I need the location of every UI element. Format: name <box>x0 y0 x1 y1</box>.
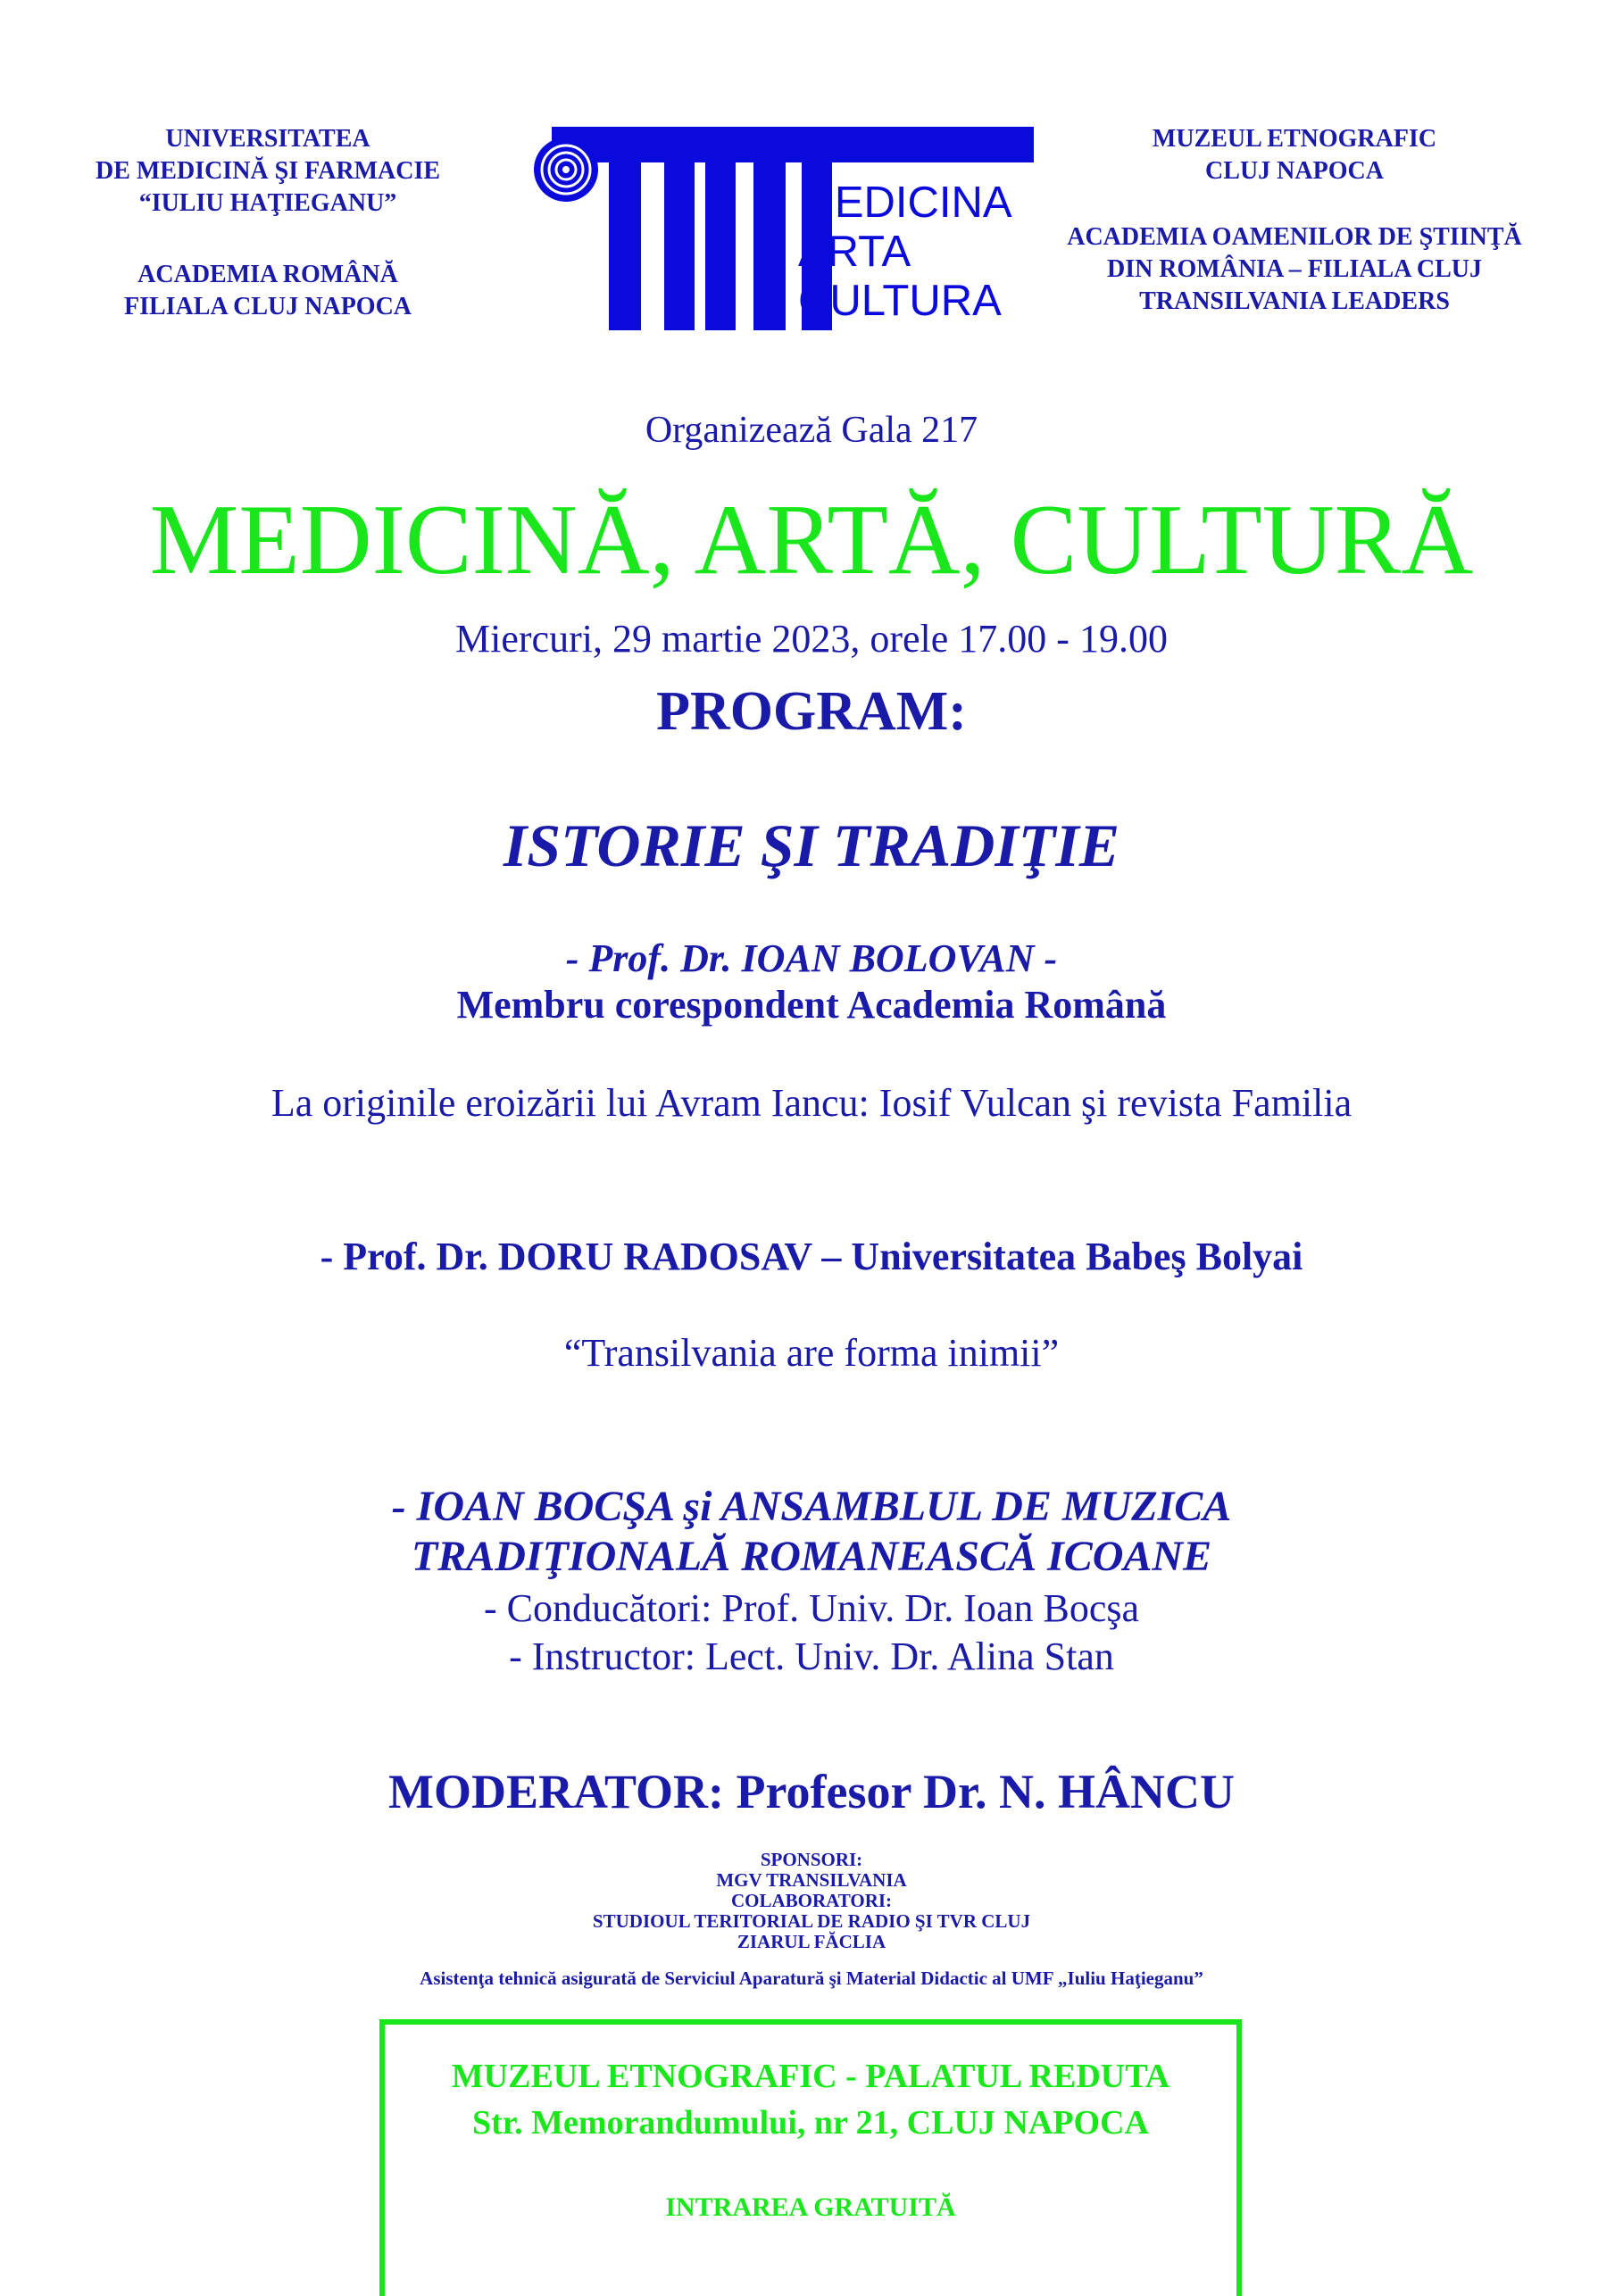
collaborator: ZIARUL FĂCLIA <box>737 1931 886 1952</box>
logo <box>534 123 1034 337</box>
ensemble-lead: - Conducători: Prof. Univ. Dr. Ioan Bocşa <box>483 1586 1139 1630</box>
speaker1-name: - Prof. Dr. IOAN BOLOVAN - <box>565 936 1058 980</box>
header-left-line: FILIALA CLUJ NAPOCA <box>123 293 412 320</box>
header-right-line: ACADEMIA OAMENILOR DE ŞTIINŢĂ <box>1067 223 1522 251</box>
header-left-top <box>36 123 500 220</box>
header-left-bottom <box>36 259 500 323</box>
program-label: PROGRAM: <box>656 681 967 742</box>
speaker2-name: - Prof. Dr. DORU RADOSAV – Universitatea Babeş Bolyai <box>320 1235 1303 1278</box>
logo-spiral-core <box>562 166 570 173</box>
header-right-bottom <box>1018 221 1571 318</box>
speaker1-role: Membru corespondent Academia Română <box>456 983 1167 1027</box>
venue-entry: INTRAREA GRATUITĂ <box>665 2192 956 2222</box>
collaborators-label: COLABORATORI: <box>730 1890 893 1911</box>
logo-text-line: MEDICINA <box>798 179 1012 227</box>
venue-box <box>379 2019 1242 2296</box>
event-title: MEDICINĂ, ARTĂ, CULTURĂ <box>149 485 1474 595</box>
organizes-text: Organizează Gala 217 <box>645 410 978 451</box>
speaker2-talk: “Transilvania are forma inimii” <box>563 1331 1060 1375</box>
logo-column <box>664 162 695 330</box>
logo-column <box>609 162 641 330</box>
ensemble-line1: - IOAN BOCŞA şi ANSAMBLUL DE MUZICA <box>391 1483 1232 1530</box>
logo-text-line: CULTURA <box>798 277 1002 325</box>
sponsors-label: SPONSORI: <box>760 1849 863 1870</box>
logo-column <box>753 162 786 330</box>
credits <box>0 1850 1623 1952</box>
header-right-line: MUZEUL ETNOGRAFIC <box>1152 125 1437 153</box>
event-date: Miercuri, 29 martie 2023, orele 17.00 - 19.00 <box>455 617 1168 661</box>
technical-credit: Asistenţa tehnică asigurată de Serviciul Aparatură şi Material Didactic al UMF „Iuliu Haţieganu” <box>420 1967 1203 1989</box>
header-right-line: DIN ROMÂNIA – FILIALA CLUJ <box>1106 255 1483 283</box>
collaborator: STUDIOUL TERITORIAL DE RADIO ŞI TVR CLUJ <box>592 1910 1031 1932</box>
header-left-line: UNIVERSITATEA <box>165 125 370 153</box>
logo-text-line: ARTA <box>798 228 911 276</box>
ensemble-line2: TRADIŢIONALĂ ROMANEASCĂ ICOANE <box>411 1533 1212 1580</box>
header-left-line: ACADEMIA ROMÂNĂ <box>137 261 398 288</box>
venue-name: MUZEUL ETNOGRAFIC - PALATUL REDUTA <box>451 2058 1170 2095</box>
sponsor: MGV TRANSILVANIA <box>716 1869 907 1891</box>
header-right-line: CLUJ NAPOCA <box>1205 157 1384 185</box>
ensemble-instructor: - Instructor: Lect. Univ. Dr. Alina Stan <box>509 1635 1114 1678</box>
logo-column <box>705 162 736 330</box>
logo-capital-bar <box>552 127 1034 162</box>
speaker1-talk: La originile eroizării lui Avram Iancu: Iosif Vulcan şi revista Familia <box>270 1081 1352 1125</box>
venue-address: Str. Memorandumului, nr 21, CLUJ NAPOCA <box>472 2104 1149 2142</box>
header-right-top <box>1045 123 1544 187</box>
logo-text <box>798 179 1012 326</box>
header-left-line: DE MEDICINĂ ŞI FARMACIE <box>95 157 441 185</box>
theme-title: ISTORIE ŞI TRADIŢIE <box>503 811 1120 879</box>
moderator: MODERATOR: Profesor Dr. N. HÂNCU <box>388 1765 1235 1818</box>
header-left-line: “IULIU HAŢIEGANU” <box>138 189 397 217</box>
header-right-line: TRANSILVANIA LEADERS <box>1139 287 1450 315</box>
